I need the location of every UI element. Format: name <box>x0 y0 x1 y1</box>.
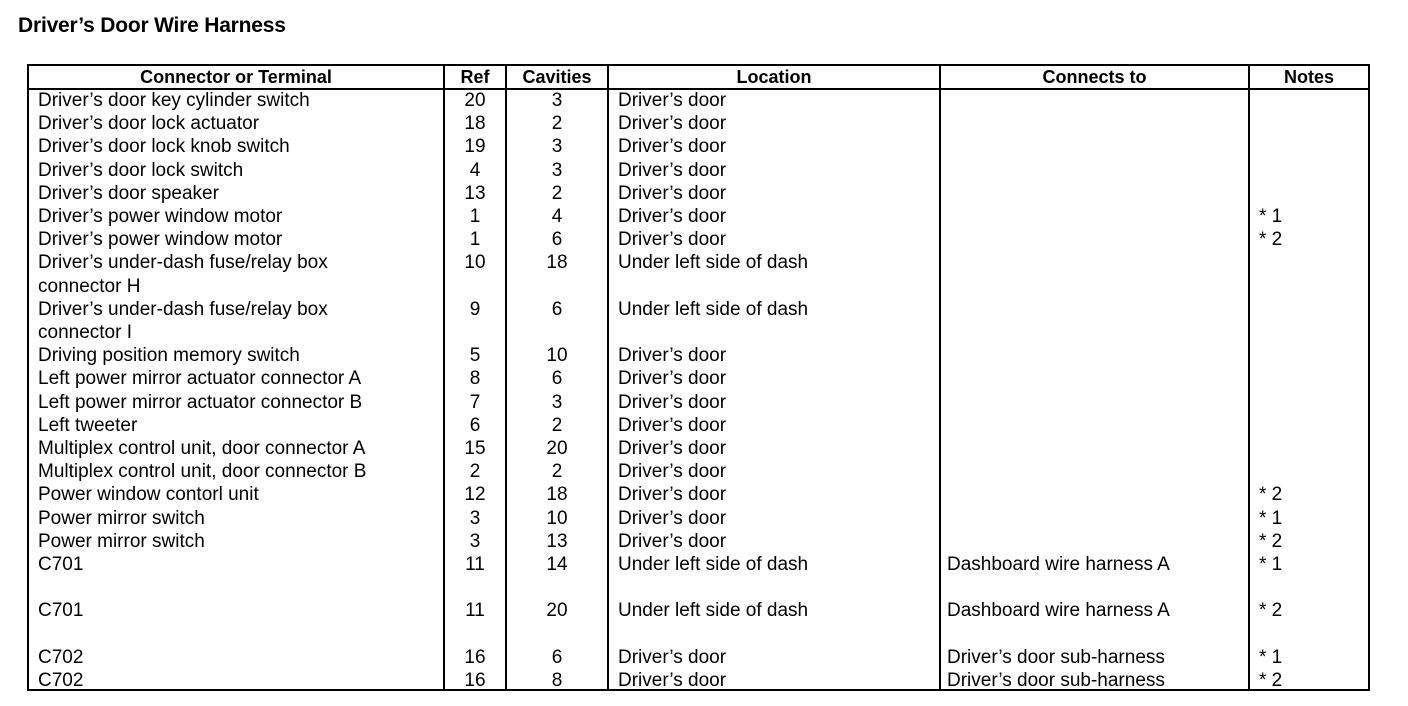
notes-cell: * 1 <box>1259 646 1283 668</box>
ref-cell: 4 <box>469 159 481 181</box>
cavities-cell: 3 <box>551 90 563 111</box>
connector-cell: Multiplex control unit, door connector A <box>38 438 366 459</box>
table-row <box>29 344 1368 367</box>
connector-cell: C702 <box>38 670 84 691</box>
location-cell: Driver’s door <box>618 507 727 529</box>
header-connects-to: Connects to <box>1042 67 1147 87</box>
table-row <box>29 599 1368 622</box>
location-cell: Driver’s door <box>618 530 727 552</box>
connector-cell: Driver’s door lock actuator <box>38 113 260 135</box>
notes-cell: * 1 <box>1259 507 1283 529</box>
connector-cell: Power mirror switch <box>38 507 205 529</box>
location-cell: Driver’s door <box>618 182 727 204</box>
ref-cell: 2 <box>469 461 481 483</box>
connector-cell: C701 <box>38 554 84 575</box>
connector-cell: Left power mirror actuator connector A <box>38 368 362 390</box>
connector-cell: Driver’s door key cylinder switch <box>38 90 310 111</box>
table-row <box>29 507 1368 530</box>
connects-to-cell: Dashboard wire harness A <box>947 554 1170 575</box>
location-cell: Under left side of dash <box>618 600 809 622</box>
table-row <box>29 321 1368 344</box>
table-row <box>29 112 1368 135</box>
table-row <box>29 275 1368 298</box>
ref-cell: 1 <box>469 229 481 251</box>
cavities-cell: 2 <box>551 414 563 436</box>
ref-cell: 13 <box>464 182 486 204</box>
table-row <box>29 669 1368 692</box>
header-cavities: Cavities <box>522 67 592 87</box>
location-cell: Driver’s door <box>618 646 727 668</box>
cavities-cell: 2 <box>551 461 563 483</box>
connector-cell: Left tweeter <box>38 414 138 436</box>
connector-cell: Power mirror switch <box>38 530 205 552</box>
location-cell: Driver’s door <box>618 206 727 227</box>
notes-cell: * 1 <box>1259 206 1283 227</box>
ref-cell: 12 <box>464 484 486 506</box>
table-row <box>29 182 1368 205</box>
location-cell: Driver’s door <box>618 345 727 367</box>
cavities-cell: 14 <box>546 554 568 575</box>
connector-cell: C702 <box>38 646 84 668</box>
table-row <box>29 205 1368 228</box>
connector-cell: Left power mirror actuator connector B <box>38 391 363 413</box>
location-cell: Under left side of dash <box>618 554 809 575</box>
header-connector: Connector or Terminal <box>140 67 332 87</box>
location-cell: Driver’s door <box>618 484 727 506</box>
ref-cell: 19 <box>464 136 486 158</box>
cavities-cell: 3 <box>551 159 563 181</box>
cavities-cell: 6 <box>551 229 563 251</box>
table-row <box>29 437 1368 460</box>
cavities-cell: 10 <box>546 507 568 529</box>
connector-cell: connector H <box>38 275 141 297</box>
ref-cell: 6 <box>469 414 481 436</box>
header-ref: Ref <box>460 67 490 87</box>
cavities-cell: 4 <box>551 206 563 227</box>
connector-cell: Driver’s under-dash fuse/relay box <box>38 298 328 320</box>
cavities-cell: 2 <box>551 182 563 204</box>
connector-cell: Driver’s door lock knob switch <box>38 136 290 158</box>
table-row <box>29 460 1368 483</box>
location-cell: Driver’s door <box>618 391 727 413</box>
notes-cell: * 2 <box>1259 530 1283 552</box>
cavities-cell: 3 <box>551 136 563 158</box>
table-row <box>29 576 1368 599</box>
location-cell: Driver’s door <box>618 159 727 181</box>
table-row <box>29 530 1368 553</box>
table-row <box>29 646 1368 669</box>
ref-cell: 7 <box>469 391 481 413</box>
location-cell: Under left side of dash <box>618 298 809 320</box>
header-notes: Notes <box>1283 67 1334 87</box>
ref-cell: 3 <box>469 507 481 529</box>
cavities-cell: 13 <box>546 530 568 552</box>
location-cell: Under left side of dash <box>618 252 809 274</box>
cavities-cell: 10 <box>546 345 568 367</box>
table-row <box>29 623 1368 646</box>
cavities-cell: 20 <box>546 600 568 622</box>
harness-table <box>27 64 1370 691</box>
ref-cell: 3 <box>469 530 481 552</box>
ref-cell: 18 <box>464 113 486 135</box>
header-location: Location <box>736 67 812 87</box>
location-cell: Driver’s door <box>618 438 727 459</box>
location-cell: Driver’s door <box>618 90 727 111</box>
location-cell: Driver’s door <box>618 229 727 251</box>
table-row <box>29 483 1368 506</box>
table-row <box>29 553 1368 576</box>
connector-cell: Driver’s door speaker <box>38 182 219 204</box>
ref-cell: 11 <box>465 554 485 575</box>
ref-cell: 8 <box>469 368 481 390</box>
ref-cell: 16 <box>464 670 486 691</box>
ref-cell: 1 <box>469 206 481 227</box>
ref-cell: 10 <box>464 252 486 274</box>
ref-cell: 11 <box>465 600 485 622</box>
connector-cell: Power window contorl unit <box>38 484 259 506</box>
table-row <box>29 135 1368 158</box>
ref-cell: 15 <box>464 438 486 459</box>
table-row <box>29 367 1368 390</box>
connector-cell: Driver’s under-dash fuse/relay box <box>38 252 328 274</box>
table-row <box>29 414 1368 437</box>
cavities-cell: 18 <box>546 484 568 506</box>
table-header <box>29 66 1368 90</box>
connects-to-cell: Dashboard wire harness A <box>947 600 1170 622</box>
cavities-cell: 8 <box>551 670 563 691</box>
connector-cell: Multiplex control unit, door connector B <box>38 461 367 483</box>
cavities-cell: 6 <box>551 298 563 320</box>
connector-cell: Driver’s power window motor <box>38 229 283 251</box>
location-cell: Driver’s door <box>618 414 727 436</box>
location-cell: Driver’s door <box>618 670 727 691</box>
cavities-cell: 6 <box>551 646 563 668</box>
connector-cell: C701 <box>38 600 84 622</box>
table-row <box>29 89 1368 112</box>
location-cell: Driver’s door <box>618 136 727 158</box>
connects-to-cell: Driver’s door sub-harness <box>947 670 1165 691</box>
table-row <box>29 159 1368 182</box>
notes-cell: * 1 <box>1259 554 1283 575</box>
location-cell: Driver’s door <box>618 461 727 483</box>
connects-to-cell: Driver’s door sub-harness <box>947 646 1165 668</box>
notes-cell: * 2 <box>1259 229 1283 251</box>
cavities-cell: 2 <box>551 113 563 135</box>
ref-cell: 5 <box>469 345 481 367</box>
ref-cell: 16 <box>464 646 486 668</box>
connector-cell: connector I <box>38 322 132 343</box>
ref-cell: 20 <box>464 90 486 111</box>
connector-cell: Driver’s power window motor <box>38 206 283 227</box>
notes-cell: * 2 <box>1259 484 1283 506</box>
table-row <box>29 298 1368 321</box>
location-cell: Driver’s door <box>618 113 727 135</box>
notes-cell: * 2 <box>1259 600 1283 622</box>
location-cell: Driver’s door <box>618 368 727 390</box>
page-title: Driver’s Door Wire Harness <box>18 14 286 37</box>
connector-cell: Driving position memory switch <box>38 345 300 367</box>
ref-cell: 9 <box>469 298 481 320</box>
cavities-cell: 6 <box>551 368 563 390</box>
table-row <box>29 228 1368 251</box>
connector-cell: Driver’s door lock switch <box>38 159 244 181</box>
cavities-cell: 20 <box>546 438 568 459</box>
cavities-cell: 3 <box>551 391 563 413</box>
cavities-cell: 18 <box>546 252 568 274</box>
table-row <box>29 251 1368 274</box>
notes-cell: * 2 <box>1259 670 1283 691</box>
table-row <box>29 391 1368 414</box>
